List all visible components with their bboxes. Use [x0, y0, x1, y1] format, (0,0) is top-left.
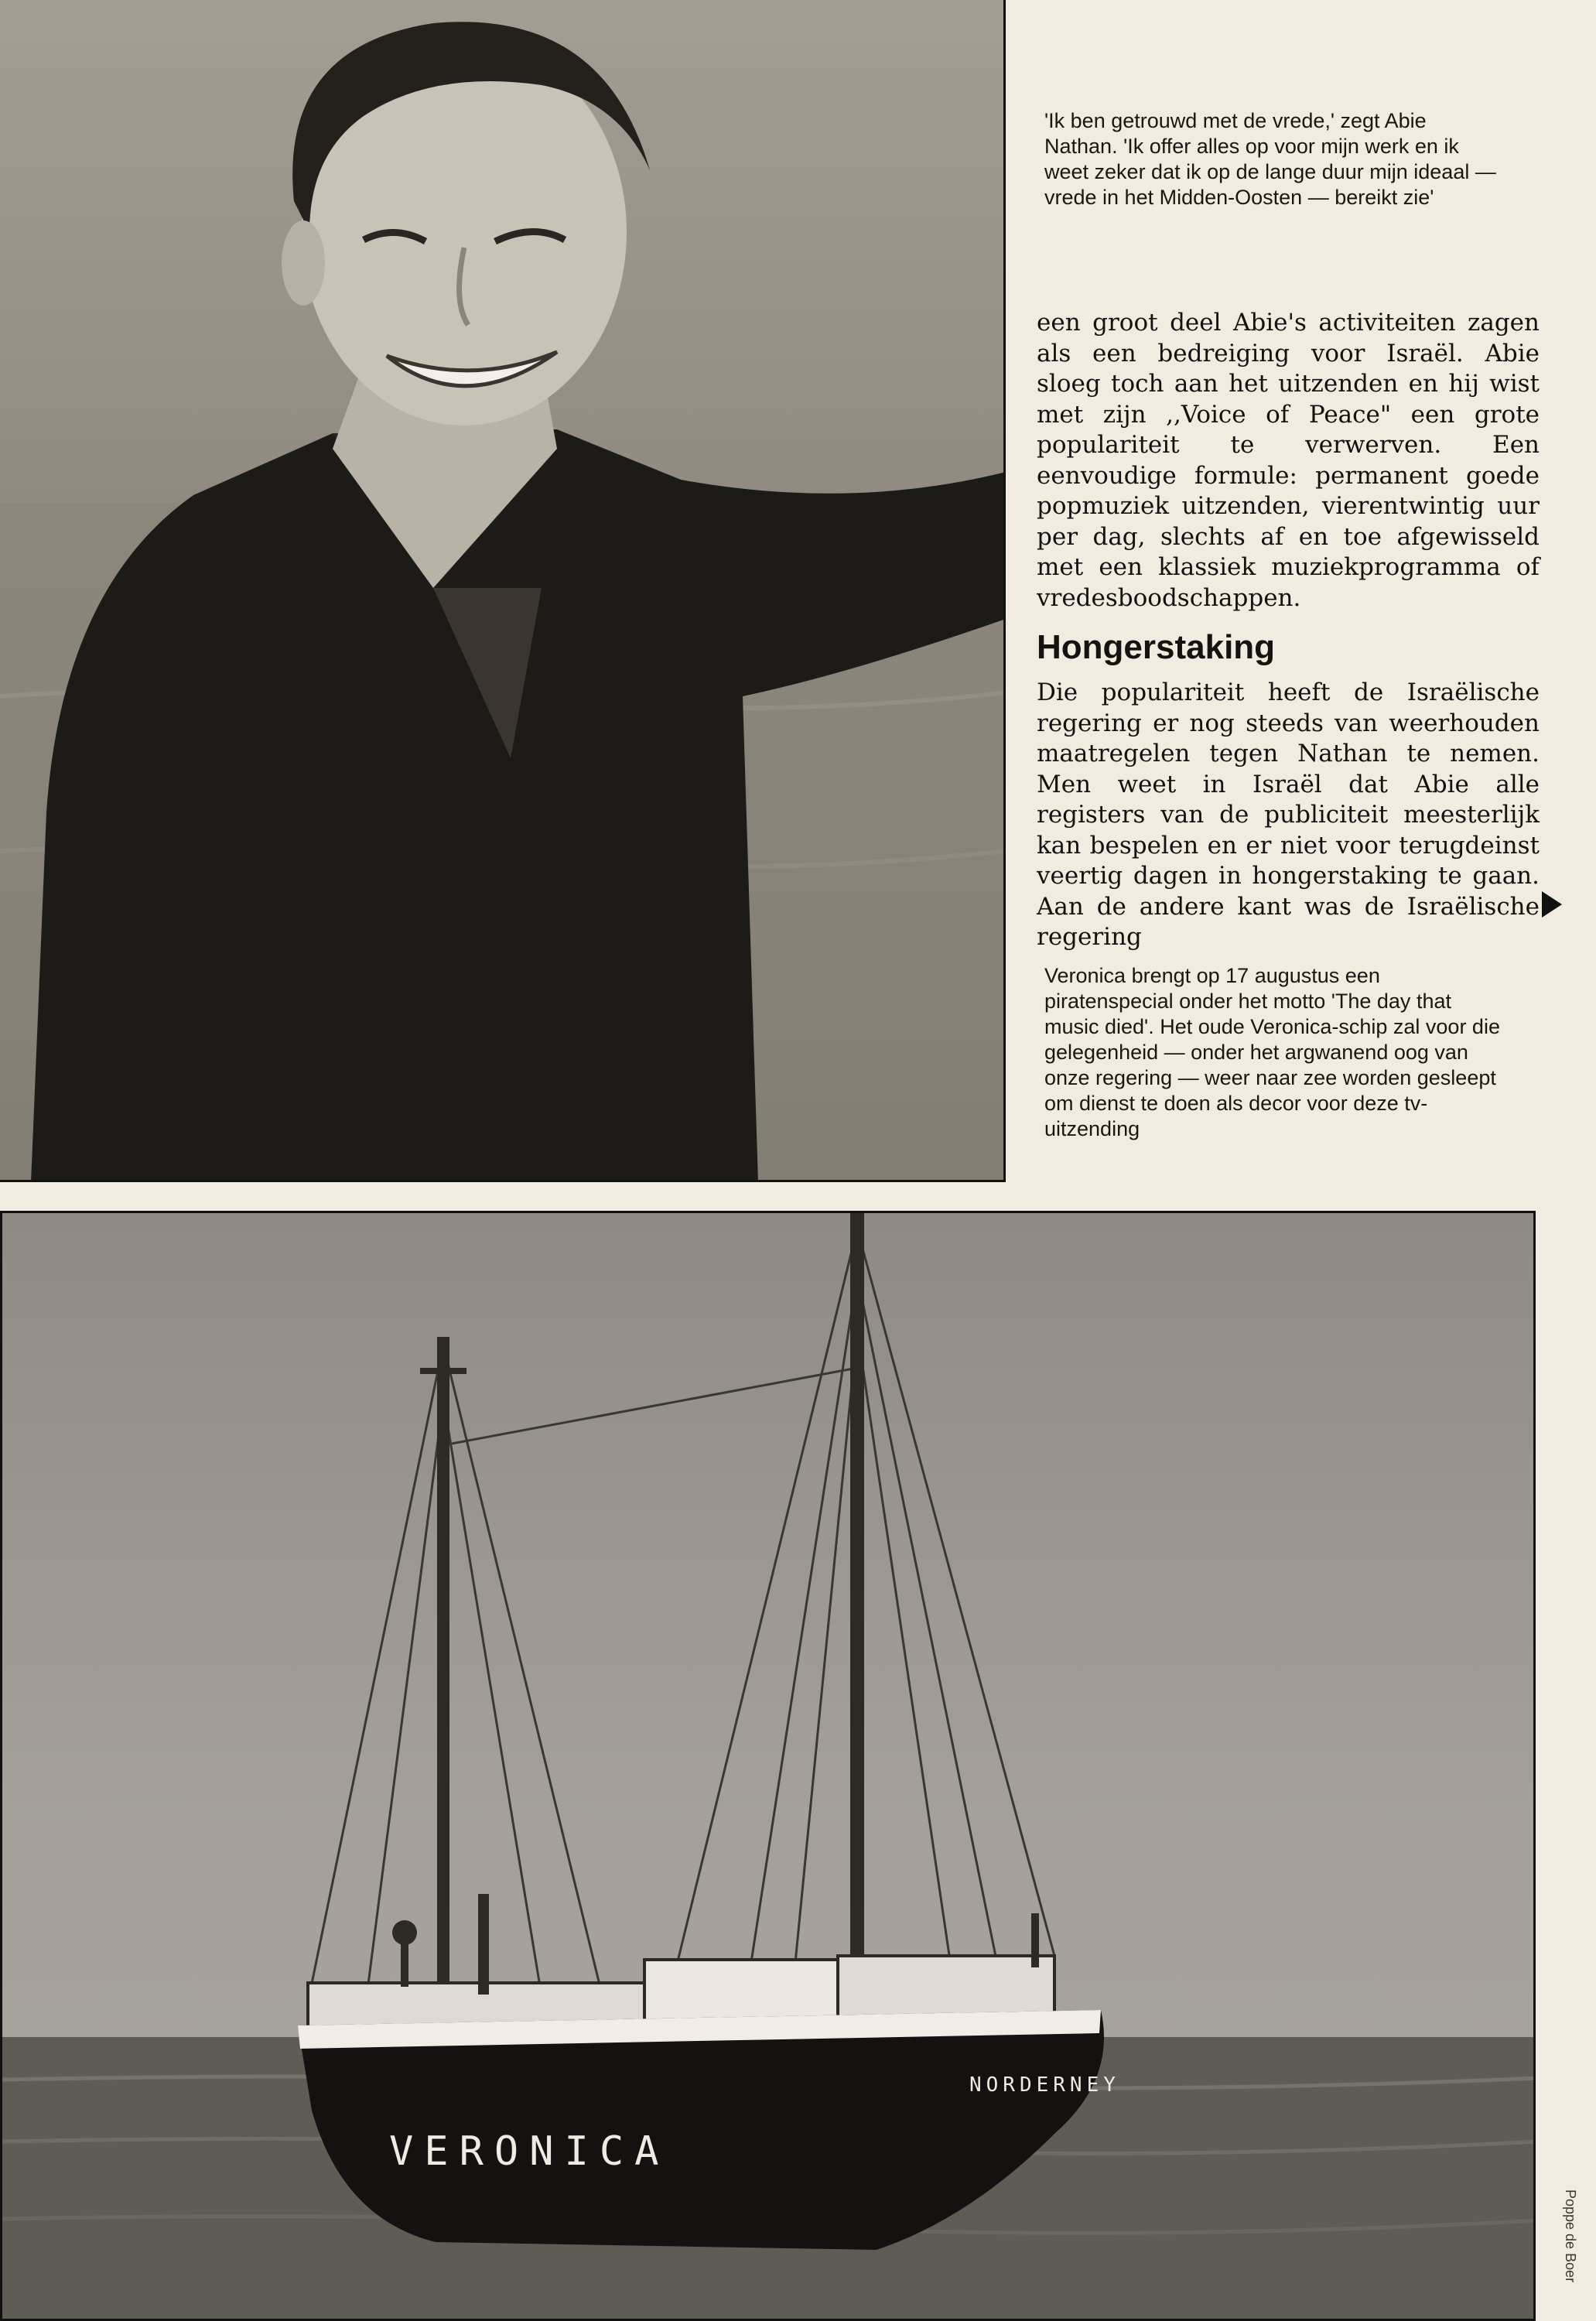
section-subheading: Hongerstaking	[1037, 628, 1276, 666]
hull-name: VERONICA	[389, 2128, 670, 2175]
portrait-illustration	[0, 0, 1006, 1182]
portrait-caption: 'Ik ben getrouwd met de vrede,' zegt Abie Nathan. 'Ik offer alles op voor mijn werk en ik weet zeker dat ik op de lange duur mijn ideaal — vrede in het Midden-Oosten — bereikt zie'	[1044, 109, 1496, 209]
article-paragraph-1: een groot deel Abie's activiteiten zagen als een bedreiging voor Israël. Abie sloeg toch aan het uitzenden en hij wist met zijn ,,Voice of Peace" een grote populariteit te verwerven. Een eenvoudige formule: permanent goede popmuziek uitzenden, vierentwintig uur per dag, slechts af en toe afgewisseld met een klassiek muziekprogramma of vredesboodschappen.	[1037, 309, 1540, 612]
photo-credit: Poppe de Boer	[1563, 2189, 1578, 2283]
portrait-photo	[0, 0, 1006, 1182]
ship-caption: Veronica brengt op 17 augustus een piratenspecial onder het motto 'The day that music died'. Het oude Veronica-schip zal voor die gelegenheid — onder het argwanend oog van onze regering — weer naar zee worden gesleept om dienst te doen als decor voor deze tv-uitzending	[1044, 964, 1500, 1140]
triangle-right-icon	[1542, 891, 1562, 918]
bow-name: NORDERNEY	[969, 2073, 1120, 2097]
article-paragraph-2: Die populariteit heeft de Israëlische regering er nog steeds van weerhouden maatregelen tegen Nathan te nemen. Men weet in Israël dat Abie alle registers van de publiciteit meesterlijk kan bespelen en er niet voor terugdeinst veertig dagen in hongerstaking te gaan. Aan de andere kant was de Israëlische regering	[1037, 679, 1540, 951]
ship-illustration	[2, 1213, 1536, 2321]
ship-photo	[0, 1211, 1536, 2321]
